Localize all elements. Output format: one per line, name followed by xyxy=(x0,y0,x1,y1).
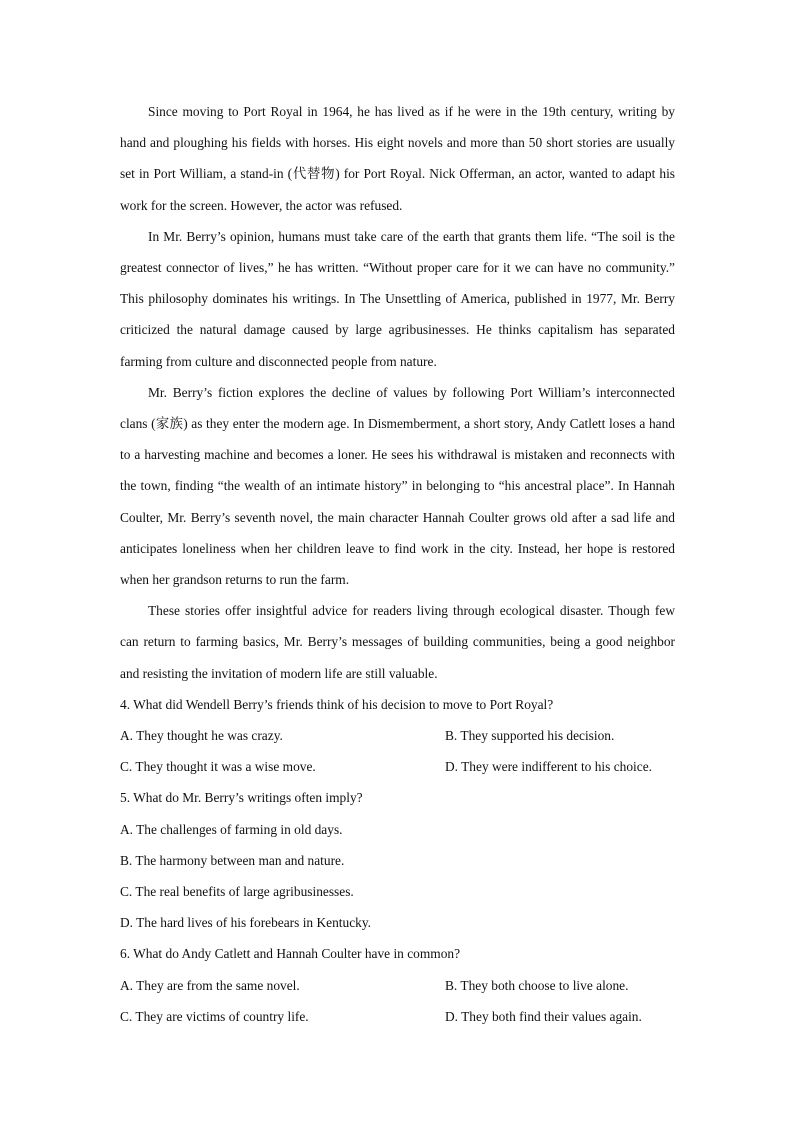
question-stem: 6. What do Andy Catlett and Hannah Coulter have in common? xyxy=(120,946,461,962)
question-6 xyxy=(120,938,675,1032)
options-row xyxy=(120,751,675,782)
option-d: D. They were indifferent to his choice. xyxy=(445,759,652,775)
option-a: A. They are from the same novel. xyxy=(120,977,300,993)
option-b: B. The harmony between man and nature. xyxy=(120,852,345,868)
paragraph-2: In Mr. Berry’s opinion, humans must take care of the earth that grants them life. “The soil is the greatest connector of lives,” he has written. “Without proper care for it we can have no community.” This philosophy dominates his writings. In The Unsettling of America, published in 1977, Mr. Berry criticized the natural damage caused by large agribusinesses. He thinks capitalism has separated farming from culture and disconnected people from nature. xyxy=(120,228,675,369)
options-row xyxy=(120,720,675,751)
paragraph-4: These stories offer insightful advice for readers living through ecological disaster. Though few can return to farming basics, Mr. Berry’s messages of building communities, being a good neighbor and resisting the invitation of modern life are still valuable. xyxy=(120,603,675,681)
option-a: A. The challenges of farming in old days. xyxy=(120,821,343,837)
option-d: D. The hard lives of his forebears in Kentucky. xyxy=(120,915,372,931)
option-b: B. They supported his decision. xyxy=(445,728,615,744)
option-c: C. They are victims of country life. xyxy=(120,1008,309,1024)
question-stem: 4. What did Wendell Berry’s friends think of his decision to move to Port Royal? xyxy=(120,696,554,712)
paragraph-1: Since moving to Port Royal in 1964, he has lived as if he were in the 19th century, writing by hand and ploughing his fields with horses. His eight novels and more than 50 short stories are usually set in Port William, a stand-in (代替物) for Port Royal. Nick Offerman, an actor, wanted to adapt his work for the screen. However, the actor was refused. xyxy=(120,104,675,213)
options-row xyxy=(120,970,675,1001)
paragraph-3: Mr. Berry’s fiction explores the decline of values by following Port William’s interconnected clans (家族) as they enter the modern age. In Dismemberment, a short story, Andy Catlett loses a hand to a harvesting machine and becomes a loner. He sees his withdrawal is mistaken and reconnects with the town, finding “the wealth of an intimate history” in belonging to “his ancestral place”. In Hannah Coulter, Mr. Berry’s seventh novel, the main character Hannah Coulter grows old after a sad life and anticipates loneliness when her children leave to find work in the city. Instead, her hope is restored when her grandson returns to run the farm. xyxy=(120,384,675,588)
question-5 xyxy=(120,782,675,938)
option-c: C. They thought it was a wise move. xyxy=(120,759,316,775)
question-4 xyxy=(120,689,675,783)
option-c: C. The real benefits of large agribusinesses. xyxy=(120,884,354,900)
option-d: D. They both find their values again. xyxy=(445,1008,642,1024)
options-row xyxy=(120,1001,675,1032)
question-stem: 5. What do Mr. Berry’s writings often imply? xyxy=(120,790,363,806)
document-page xyxy=(120,96,675,1032)
option-a: A. They thought he was crazy. xyxy=(120,728,283,744)
option-b: B. They both choose to live alone. xyxy=(445,977,629,993)
